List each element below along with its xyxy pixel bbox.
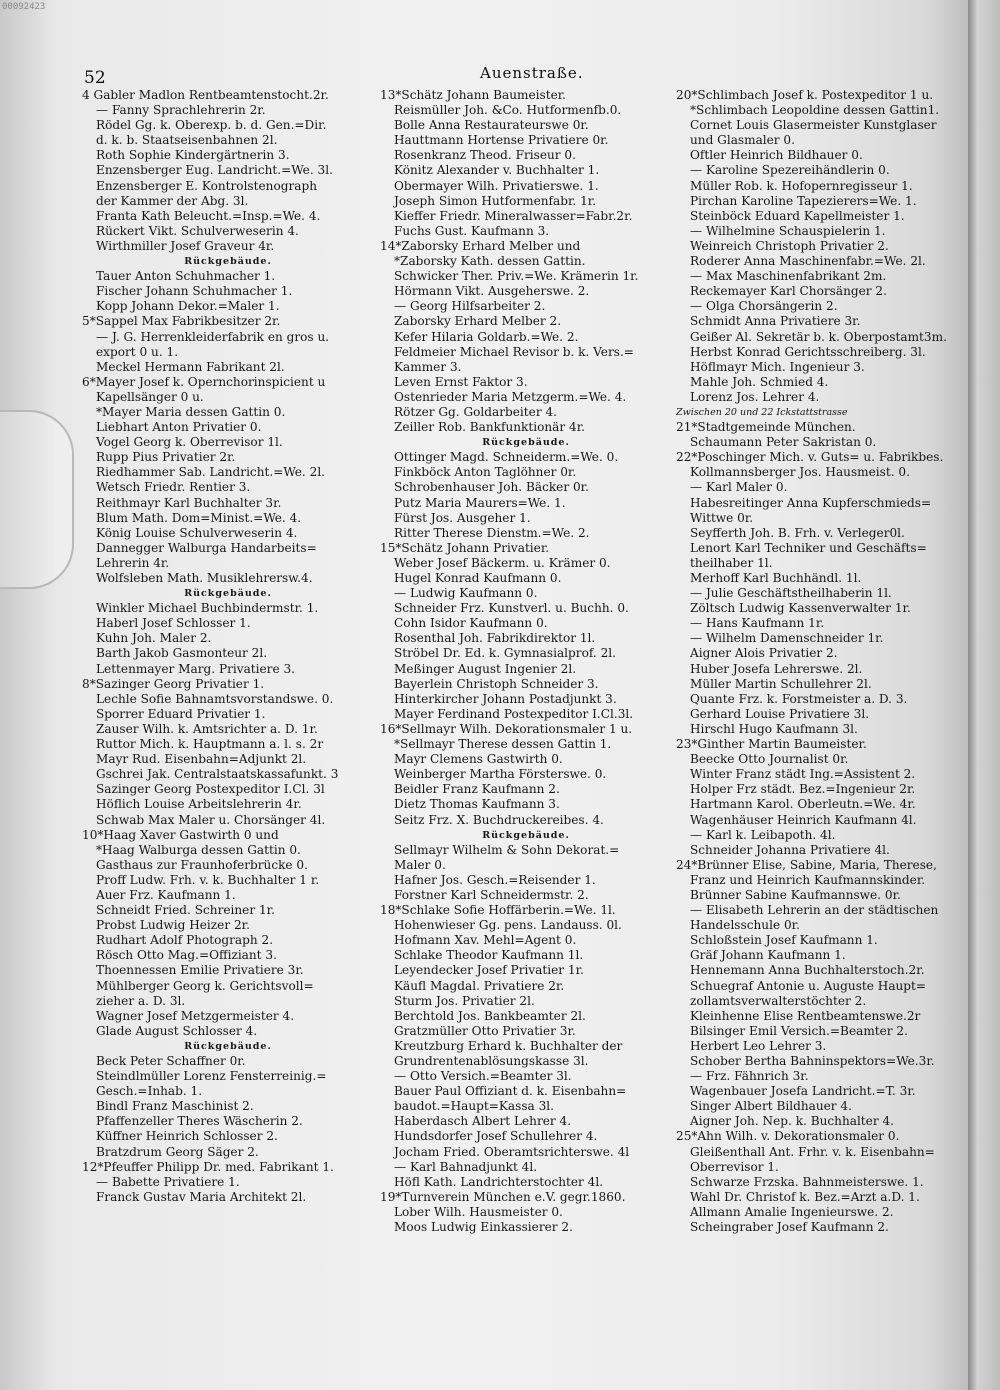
directory-entry: Jocham Fried. Oberamtsrichterswe. 4l: [394, 1144, 630, 1159]
directory-entry: Grundrentenablösungskasse 3l.: [394, 1054, 589, 1068]
directory-entry: Franta Kath Beleucht.=Insp.=We. 4.: [96, 208, 321, 223]
directory-entry: 18*Schlake Sofie Hoffärberin.=We. 1l.: [380, 903, 616, 918]
directory-entry: 4 Gabler Madlon Rentbeamtenstocht.2r.: [82, 88, 329, 102]
directory-entry: Obermayer Wilh. Privatierswe. 1.: [394, 178, 599, 193]
directory-entry: Kefer Hilaria Goldarb.=We. 2.: [394, 329, 579, 344]
directory-entry: Herbert Leo Lehrer 3.: [690, 1038, 827, 1053]
directory-entry: — Elisabeth Lehrerin an der städtischen: [690, 903, 939, 918]
directory-entry: — Wilhelmine Schauspielerin 1.: [690, 223, 886, 238]
directory-entry: Kreutzburg Erhard k. Buchhalter der: [394, 1038, 623, 1053]
directory-entry: Wagner Josef Metzgermeister 4.: [96, 1008, 295, 1023]
directory-entry: Schrobenhauser Joh. Bäcker 0r.: [394, 480, 589, 495]
directory-entry: Seyfferth Joh. B. Frh. v. Verleger0l.: [690, 525, 905, 540]
directory-entry: Bindl Franz Maschinist 2.: [96, 1099, 254, 1114]
page-number: 52: [84, 68, 106, 88]
directory-entry: Hohenwieser Gg. pens. Landauss. 0l.: [394, 918, 622, 933]
directory-entry: 21*Stadtgemeinde München.: [676, 420, 856, 435]
directory-entry: Mahle Joh. Schmied 4.: [690, 374, 829, 389]
directory-entry: Gräf Johann Kaufmann 1.: [690, 948, 846, 963]
column-3: [676, 88, 958, 1235]
directory-entry: Wetsch Friedr. Rentier 3.: [96, 480, 251, 495]
directory-entry: — Olga Chorsängerin 2.: [690, 299, 838, 314]
directory-entry: Habesreitinger Anna Kupferschmieds=: [690, 495, 932, 510]
directory-entry: Joseph Simon Hutformenfabr. 1r.: [394, 193, 597, 208]
next-page-edge: [968, 0, 1000, 1390]
directory-entry: Pfaffenzeller Theres Wäscherin 2.: [96, 1114, 303, 1129]
directory-entry: Cohn Isidor Kaufmann 0.: [394, 616, 548, 631]
directory-entry: — Karl Maler 0.: [690, 480, 788, 495]
directory-entry: Lechle Sofie Bahnamtsvorstandswe. 0.: [96, 691, 334, 706]
directory-entry: Ritter Therese Dienstm.=We. 2.: [394, 525, 590, 540]
directory-entry: Meßinger August Ingenier 2l.: [394, 661, 577, 676]
directory-entry: Hinterkircher Johann Postadjunkt 3.: [394, 691, 617, 706]
directory-entry: zieher a. D. 3l.: [96, 993, 186, 1008]
directory-entry: 15*Schätz Johann Privatier.: [380, 540, 550, 555]
directory-entry: Reismüller Joh. &Co. Hutformenfb.0.: [394, 103, 622, 118]
directory-entry: Bratzdrum Georg Säger 2.: [96, 1144, 259, 1159]
directory-entry: Roderer Anna Maschinenfabr.=We. 2l.: [690, 254, 926, 269]
directory-entry: Schuegraf Antonie u. Auguste Haupt=: [690, 978, 927, 993]
directory-entry: Enzensberger E. Kontrolstenograph: [96, 178, 317, 193]
directory-entry: 14*Zaborsky Erhard Melber und: [380, 238, 581, 253]
directory-entry: Aigner Joh. Nep. k. Buchhalter 4.: [690, 1114, 894, 1129]
directory-entry: Riedhammer Sab. Landricht.=We. 2l.: [96, 465, 326, 480]
directory-entry: Wagenbauer Josefa Landricht.=T. 3r.: [690, 1084, 916, 1099]
directory-entry: *Mayer Maria dessen Gattin 0.: [96, 404, 286, 419]
directory-entry: Weinberger Martha Försterswe. 0.: [394, 767, 607, 782]
directory-entry: — Max Maschinenfabrikant 2m.: [690, 269, 887, 284]
directory-entry: Wagenhäuser Heinrich Kaufmann 4l.: [690, 812, 917, 827]
directory-entry: Moos Ludwig Einkassierer 2.: [394, 1220, 573, 1235]
directory-entry: Aigner Alois Privatier 2.: [690, 646, 838, 661]
directory-entry: Höfl Kath. Landrichterstochter 4l.: [394, 1174, 604, 1189]
directory-entry: Kieffer Friedr. Mineralwasser=Fabr.2r.: [394, 208, 633, 223]
directory-entry: Oftler Heinrich Bildhauer 0.: [690, 148, 863, 163]
directory-entry: Fürst Jos. Ausgeher 1.: [394, 510, 531, 525]
directory-entry: Forstner Karl Schneidermstr. 2.: [394, 887, 589, 902]
directory-entry: Rötzer Gg. Goldarbeiter 4.: [394, 404, 557, 419]
directory-entry: Brünner Sabine Kaufmannswe. 0r.: [690, 887, 901, 902]
directory-entry: Zauser Wilh. k. Amtsrichter a. D. 1r.: [96, 721, 318, 736]
directory-entry: Seitz Frz. X. Buchdruckereibes. 4.: [394, 812, 604, 827]
directory-entry: Ostenrieder Maria Metzgerm.=We. 4.: [394, 389, 627, 404]
directory-entry: Glade August Schlosser 4.: [96, 1023, 258, 1038]
street-header: Auenstraße.: [480, 64, 584, 82]
directory-entry: Sporrer Eduard Privatier 1.: [96, 706, 266, 721]
directory-entry: Hennemann Anna Buchhalterstoch.2r.: [690, 963, 925, 978]
column-2: [380, 88, 672, 1235]
directory-entry: 10*Haag Xaver Gastwirth 0 und: [82, 827, 279, 842]
directory-entry: Scheingraber Josef Kaufmann 2.: [690, 1220, 889, 1235]
section-label: Rückgebäude.: [482, 829, 570, 841]
directory-entry: Roth Sophie Kindergärtnerin 3.: [96, 148, 290, 163]
directory-entry: — Ludwig Kaufmann 0.: [394, 586, 538, 601]
directory-entry: Ruttor Mich. k. Hauptmann a. l. s. 2r: [96, 737, 324, 752]
directory-entry: Fuchs Gust. Kaufmann 3.: [394, 223, 550, 238]
directory-entry: Fischer Johann Schuhmacher 1.: [96, 284, 293, 299]
directory-entry: Schmidt Anna Privatiere 3r.: [690, 314, 861, 329]
directory-entry: Rosenthal Joh. Fabrikdirektor 1l.: [394, 631, 596, 646]
directory-entry: Rosenkranz Theod. Friseur 0.: [394, 148, 576, 163]
directory-entry: 13*Schätz Johann Baumeister.: [380, 88, 567, 102]
directory-entry: Beecke Otto Journalist 0r.: [690, 752, 849, 767]
directory-entry: Gasthaus zur Fraunhoferbrücke 0.: [96, 857, 308, 872]
directory-entry: Barth Jakob Gasmonteur 2l.: [96, 646, 268, 661]
directory-entry: Thoennessen Emilie Privatiere 3r.: [96, 963, 304, 978]
directory-entry: Beck Peter Schaffner 0r.: [96, 1054, 246, 1068]
directory-entry: Winter Franz städt Ing.=Assistent 2.: [690, 767, 916, 782]
directory-entry: — Karl k. Leibapoth. 4l.: [690, 827, 836, 842]
directory-entry: Kleinhenne Elise Rentbeamtenswe.2r: [690, 1008, 921, 1023]
directory-entry: Rupp Pius Privatier 2r.: [96, 450, 236, 465]
directory-entry: *Haag Walburga dessen Gattin 0.: [96, 842, 301, 857]
directory-entry: 22*Poschinger Mich. v. Guts= u. Fabrikbes.: [676, 450, 944, 465]
directory-entry: Reckemayer Karl Chorsänger 2.: [690, 284, 887, 299]
binder-clip: [0, 410, 74, 589]
directory-entry: Steinböck Eduard Kapellmeister 1.: [690, 208, 905, 223]
directory-entry: Rudhart Adolf Photograph 2.: [96, 933, 274, 948]
directory-entry: Sturm Jos. Privatier 2l.: [394, 993, 535, 1008]
directory-entry: Allmann Amalie Ingenieurswe. 2.: [690, 1204, 894, 1219]
directory-entry: Huber Josefa Lehrerswe. 2l.: [690, 661, 863, 676]
directory-entry: 20*Schlimbach Josef k. Postexpeditor 1 u.: [676, 88, 934, 102]
directory-entry: — Otto Versich.=Beamter 3l.: [394, 1069, 572, 1084]
directory-entry: Kuhn Joh. Maler 2.: [96, 631, 212, 646]
directory-entry: Lober Wilh. Hausmeister 0.: [394, 1204, 563, 1219]
directory-entry: Enzensberger Eug. Landricht.=We. 3l.: [96, 163, 333, 178]
directory-entry: Haberl Josef Schlosser 1.: [96, 616, 251, 631]
directory-entry: 25*Ahn Wilh. v. Dekorationsmaler 0.: [676, 1129, 900, 1144]
directory-entry: Ottinger Magd. Schneiderm.=We. 0.: [394, 450, 619, 465]
directory-entry: Rückert Vikt. Schulverweserin 4.: [96, 223, 299, 238]
scan-id: 00092423: [2, 2, 46, 12]
directory-entry: Finkböck Anton Taglöhner 0r.: [394, 465, 577, 480]
directory-entry: Rödel Gg. k. Oberexp. b. d. Gen.=Dir.: [96, 118, 327, 133]
directory-entry: Merhoff Karl Buchhändl. 1l.: [690, 571, 862, 585]
directory-entry: Hundsdorfer Josef Schullehrer 4.: [394, 1129, 598, 1144]
directory-entry: Höflmayr Mich. Ingenieur 3.: [690, 359, 865, 374]
directory-entry: Hofmann Xav. Mehl=Agent 0.: [394, 933, 577, 948]
directory-entry: — Frz. Fähnrich 3r.: [690, 1069, 809, 1084]
directory-entry: Franz und Heinrich Kaufmannskinder.: [690, 872, 926, 887]
directory-entry: Handelsschule 0r.: [690, 918, 800, 933]
directory-entry: 24*Brünner Elise, Sabine, Maria, Therese,: [676, 857, 937, 872]
directory-entry: Könitz Alexander v. Buchhalter 1.: [394, 163, 600, 178]
directory-entry: Schneider Frz. Kunstverl. u. Buchh. 0.: [394, 601, 629, 616]
directory-entry: 8*Sazinger Georg Privatier 1.: [82, 676, 265, 691]
directory-entry: *Sellmayr Therese dessen Gattin 1.: [394, 737, 612, 752]
directory-entry: Zeiller Rob. Bankfunktionär 4r.: [394, 420, 585, 435]
directory-entry: Berchtold Jos. Bankbeamter 2l.: [394, 1008, 586, 1023]
directory-entry: Schwicker Ther. Priv.=We. Krämerin 1r.: [394, 269, 639, 284]
directory-entry: Zöltsch Ludwig Kassenverwalter 1r.: [690, 601, 911, 616]
directory-entry: Küffner Heinrich Schlosser 2.: [96, 1129, 278, 1144]
directory-entry: 19*Turnverein München e.V. gegr.1860.: [380, 1189, 626, 1204]
directory-entry: Putz Maria Maurers=We. 1.: [394, 495, 566, 510]
directory-entry: Schneider Johanna Privatiere 4l.: [690, 842, 890, 857]
directory-entry: Wolfsleben Math. Musiklehrersw.4.: [96, 571, 313, 585]
directory-entry: Rösch Otto Mag.=Offiziant 3.: [96, 948, 277, 963]
section-label: Rückgebäude.: [482, 437, 570, 449]
directory-entry: Oberrevisor 1.: [690, 1159, 779, 1174]
directory-entry: Gerhard Louise Privatiere 3l.: [690, 706, 870, 721]
directory-entry: Kapellsänger 0 u.: [96, 389, 204, 404]
directory-entry: Lehrerin 4r.: [96, 555, 170, 570]
directory-entry: Mayr Rud. Eisenbahn=Adjunkt 2l.: [96, 752, 307, 767]
directory-entry: — J. G. Herrenkleiderfabrik en gros u.: [96, 329, 330, 344]
directory-entry: Mühlberger Georg k. Gerichtsvoll=: [96, 978, 314, 993]
directory-entry: Dannegger Walburga Handarbeits=: [96, 540, 317, 555]
directory-entry: Kammer 3.: [394, 359, 462, 374]
directory-entry: Hartmann Karol. Oberleutn.=We. 4r.: [690, 797, 916, 812]
directory-entry: Bayerlein Christoph Schneider 3.: [394, 676, 599, 691]
directory-entry: Singer Albert Bildhauer 4.: [690, 1099, 852, 1114]
directory-entry: Sazinger Georg Postexpeditor I.Cl. 3l: [96, 782, 325, 797]
cross-street-note: Zwischen 20 und 22 Ickstattstrasse: [676, 406, 848, 418]
directory-entry: und Glasmaler 0.: [690, 133, 795, 148]
directory-entry: *Zaborsky Kath. dessen Gattin.: [394, 254, 586, 269]
directory-entry: Weinreich Christoph Privatier 2.: [690, 238, 889, 253]
directory-entry: 12*Pfeuffer Philipp Dr. med. Fabrikant 1.: [82, 1159, 334, 1174]
directory-entry: Lorenz Jos. Lehrer 4.: [690, 389, 820, 404]
directory-entry: Schlake Theodor Kaufmann 1l.: [394, 948, 584, 963]
directory-entry: Probst Ludwig Heizer 2r.: [96, 918, 250, 933]
directory-entry: Schaumann Peter Sakristan 0.: [690, 435, 877, 450]
directory-entry: Sellmayr Wilhelm & Sohn Dekorat.=: [394, 842, 620, 857]
directory-entry: Proff Ludw. Frh. v. k. Buchhalter 1 r.: [96, 872, 320, 887]
directory-entry: Beidler Franz Kaufmann 2.: [394, 782, 560, 797]
directory-entry: König Louise Schulverweserin 4.: [96, 525, 298, 540]
directory-entry: Meckel Hermann Fabrikant 2l.: [96, 359, 285, 374]
directory-entry: Gleißenthall Ant. Frhr. v. k. Eisenbahn=: [690, 1144, 935, 1159]
directory-entry: — Babette Privatiere 1.: [96, 1174, 240, 1189]
directory-entry: 23*Ginther Martin Baumeister.: [676, 737, 867, 752]
directory-entry: zollamtsverwalterstöchter 2.: [690, 993, 867, 1008]
directory-entry: Müller Martin Schullehrer 2l.: [690, 676, 872, 691]
directory-entry: Müller Rob. k. Hofopernregisseur 1.: [690, 178, 913, 193]
directory-entry: Quante Frz. k. Forstmeister a. D. 3.: [690, 691, 908, 706]
directory-entry: Kopp Johann Dekor.=Maler 1.: [96, 299, 280, 314]
directory-entry: Leyendecker Josef Privatier 1r.: [394, 963, 584, 978]
directory-entry: der Kammer der Abg. 3l.: [96, 193, 249, 208]
directory-entry: Gesch.=Inhab. 1.: [96, 1084, 203, 1099]
directory-entry: Blum Math. Dom=Minist.=We. 4.: [96, 510, 302, 525]
directory-entry: 16*Sellmayr Wilh. Dekorationsmaler 1 u.: [380, 721, 633, 736]
directory-entry: Zaborsky Erhard Melber 2.: [394, 314, 562, 329]
directory-entry: Auer Frz. Kaufmann 1.: [96, 887, 236, 902]
directory-entry: Hirschl Hugo Kaufmann 3l.: [690, 721, 858, 736]
directory-entry: Maler 0.: [394, 857, 446, 872]
directory-entry: baudot.=Haupt=Kassa 3l.: [394, 1099, 555, 1114]
directory-entry: Hugel Konrad Kaufmann 0.: [394, 571, 562, 585]
directory-entry: Wahl Dr. Christof k. Bez.=Arzt a.D. 1.: [690, 1189, 920, 1204]
directory-entry: Wirthmiller Josef Graveur 4r.: [96, 238, 275, 253]
directory-entry: Mayr Clemens Gastwirth 0.: [394, 752, 563, 767]
column-1: [82, 88, 374, 1205]
directory-entry: Lettenmayer Marg. Privatiere 3.: [96, 661, 295, 676]
section-label: Rückgebäude.: [184, 256, 272, 268]
directory-entry: Weber Josef Bäckerm. u. Krämer 0.: [394, 555, 611, 570]
directory-entry: Leven Ernst Faktor 3.: [394, 374, 528, 389]
directory-entry: Haberdasch Albert Lehrer 4.: [394, 1114, 572, 1129]
directory-entry: Bolle Anna Restaurateurswe 0r.: [394, 118, 589, 133]
directory-entry: Pirchan Karoline Tapezierers=We. 1.: [690, 193, 917, 208]
directory-entry: — Wilhelm Damenschneider 1r.: [690, 631, 884, 646]
directory-entry: — Georg Hilfsarbeiter 2.: [394, 299, 546, 314]
directory-entry: Bauer Paul Offiziant d. k. Eisenbahn=: [394, 1084, 627, 1099]
directory-entry: Ströbel Dr. Ed. k. Gymnasialprof. 2l.: [394, 646, 616, 661]
directory-entry: Reithmayr Karl Buchhalter 3r.: [96, 495, 282, 510]
directory-entry: Gratzmüller Otto Privatier 3r.: [394, 1023, 576, 1038]
directory-entry: d. k. b. Staatseisenbahnen 2l.: [96, 133, 278, 148]
directory-entry: Dietz Thomas Kaufmann 3.: [394, 797, 560, 812]
directory-entry: Franck Gustav Maria Architekt 2l.: [96, 1189, 307, 1204]
directory-entry: — Hans Kaufmann 1r.: [690, 616, 825, 631]
directory-entry: Steindlmüller Lorenz Fensterreinig.=: [96, 1069, 327, 1084]
directory-entry: Tauer Anton Schuhmacher 1.: [96, 269, 276, 284]
directory-entry: Schneidt Fried. Schreiner 1r.: [96, 903, 275, 918]
directory-entry: Bilsinger Emil Versich.=Beamter 2.: [690, 1023, 908, 1038]
directory-entry: — Julie Geschäftstheilhaberin 1l.: [690, 586, 892, 601]
directory-entry: Höflich Louise Arbeitslehrerin 4r.: [96, 797, 302, 812]
directory-entry: theilhaber 1l.: [690, 555, 773, 570]
directory-entry: — Karl Bahnadjunkt 4l.: [394, 1159, 538, 1174]
directory-entry: Herbst Konrad Gerichtsschreiberg. 3l.: [690, 344, 926, 359]
directory-entry: Schloßstein Josef Kaufmann 1.: [690, 933, 878, 948]
directory-entry: Liebhart Anton Privatier 0.: [96, 420, 262, 435]
directory-entry: export 0 u. 1.: [96, 344, 179, 359]
directory-entry: — Karoline Spezereihändlerin 0.: [690, 163, 890, 178]
directory-entry: Mayer Ferdinand Postexpeditor I.Cl.3l.: [394, 706, 634, 721]
directory-entry: Holper Frz städt. Bez.=Ingenieur 2r.: [690, 782, 916, 797]
directory-entry: Feldmeier Michael Revisor b. k. Vers.=: [394, 344, 634, 359]
directory-entry: Winkler Michael Buchbindermstr. 1.: [96, 601, 319, 616]
directory-entry: *Schlimbach Leopoldine dessen Gattin1.: [690, 103, 940, 118]
directory-entry: 6*Mayer Josef k. Opernchorinspicient u: [82, 374, 326, 389]
directory-entry: Geißer Al. Sekretär b. k. Oberpostamt3m.: [690, 329, 947, 344]
directory-entry: Cornet Louis Glasermeister Kunstglaser: [690, 118, 937, 133]
directory-entry: Schober Bertha Bahninspektors=We.3r.: [690, 1054, 935, 1068]
directory-entry: Hafner Jos. Gesch.=Reisender 1.: [394, 872, 596, 887]
section-label: Rückgebäude.: [184, 588, 272, 600]
directory-entry: Lenort Karl Techniker und Geschäfts=: [690, 540, 927, 555]
directory-entry: Käufl Magdal. Privatiere 2r.: [394, 978, 565, 993]
directory-entry: Gschrei Jak. Centralstaatskassafunkt. 3: [96, 767, 339, 782]
directory-entry: 5*Sappel Max Fabrikbesitzer 2r.: [82, 314, 281, 329]
directory-entry: Vogel Georg k. Oberrevisor 1l.: [96, 435, 283, 450]
directory-entry: Hörmann Vikt. Ausgeherswe. 2.: [394, 284, 590, 299]
directory-entry: Hauttmann Hortense Privatiere 0r.: [394, 133, 609, 148]
directory-entry: Schwarze Frzska. Bahnmeisterswe. 1.: [690, 1174, 924, 1189]
directory-entry: Schwab Max Maler u. Chorsänger 4l.: [96, 812, 326, 827]
directory-entry: — Fanny Sprachlehrerin 2r.: [96, 103, 266, 118]
section-label: Rückgebäude.: [184, 1040, 272, 1052]
directory-entry: Kollmannsberger Jos. Hausmeist. 0.: [690, 465, 910, 480]
directory-entry: Wittwe 0r.: [690, 510, 754, 525]
